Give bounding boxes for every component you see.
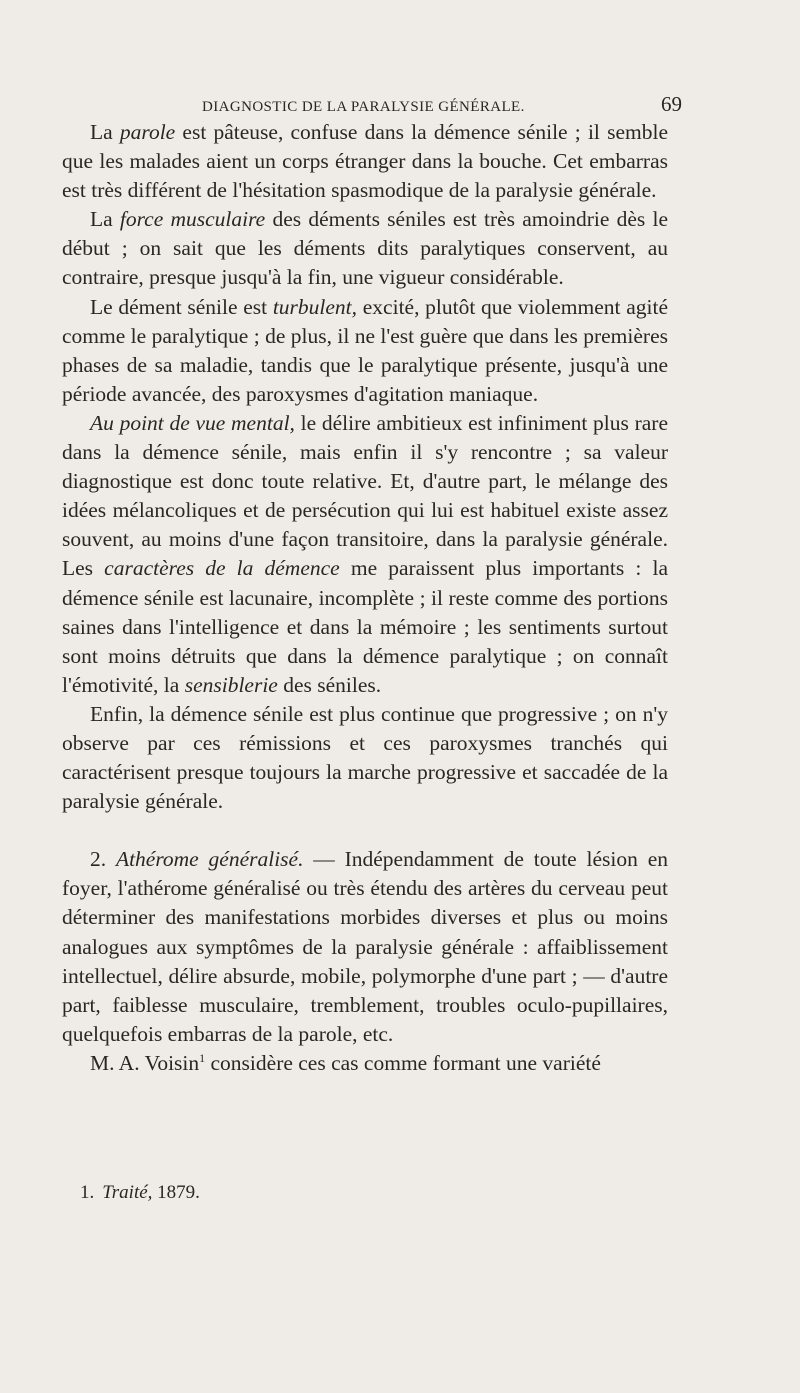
footnote-mark: 1.	[80, 1182, 95, 1203]
footnote-title: Traité,	[102, 1182, 153, 1203]
paragraph-force-musculaire: La force musculaire des déments séniles est très amoindrie dès le début ; on sait que les déments dits paralytiques conservent, au contraire, presque jusqu'à la fin, une vigueur considérable.	[62, 207, 669, 290]
running-head: DIAGNOSTIC DE LA PARALYSIE GÉNÉRALE.	[202, 99, 525, 115]
paragraph-atherome: 2. Athérome généralisé. — Indépendamment de toute lésion en foyer, l'athérome généralisé ou très étendu des artères du cerveau peut déterminer des manifestations morbides diverses et plus ou moins analogues aux symptômes de la paralysie générale : affaiblissement intellectuel, délire absurde, mobile, polymorphe d'une part ; — d'autre part, faiblesse musculaire, tremblement, troubles oculo-pupillaires, quelquefois embarras de la parole, etc.	[62, 847, 668, 1046]
body-text	[62, 118, 668, 1078]
paragraph-enfin: Enfin, la démence sénile est plus continue que progressive ; on n'y observe par ces rémissions et ces paroxysmes tranchés qui caractérisent presque toujours la marche progressive et saccadée de la paralysie générale.	[62, 701, 668, 814]
footnote-ref: 1	[199, 1050, 206, 1065]
paragraph-turbulent: Le dément sénile est turbulent, excité, plutôt que violemment agité comme le paralytique ; de plus, il ne l'est guère que dans les premières phases de sa maladie, tandis que le paralytique présente, jusqu'à une période avancée, des paroxysmes d'agitation maniaque.	[62, 294, 668, 406]
page-number: 69	[661, 92, 682, 116]
footnote	[80, 1182, 200, 1204]
paragraph-parole: La parole est pâteuse, confuse dans la démence sénile ; il semble que les malades aient un corps étranger dans la bouche. Cet embarras est très différent de l'hésitation spasmodique de la paralysie générale.	[62, 120, 668, 203]
footnote-year: 1879.	[152, 1182, 200, 1203]
paragraph-point-de-vue-mental: Au point de vue mental, le délire ambitieux est infiniment plus rare dans la démence sénile, mais enfin il s'y rencontre ; sa valeur diagnostique est donc toute relative. Et, d'autre part, le mélange des idées mélancoliques et de persécution qui lui est habituel existe assez souvent, au moins d'une façon transitoire, dans la paralysie générale. Les caractères de la démence me paraissent plus importants : la démence sénile est lacunaire, incomplète ; il reste comme des portions saines dans l'intelligence et dans la mémoire ; les sentiments surtout sont moins détruits que dans la démence paralytique ; on connaît l'émotivité, la sensiblerie des séniles.	[62, 410, 668, 697]
paragraph-voisin: M. A. Voisin$^1$ considère ces cas comme formant une variété	[90, 1050, 601, 1075]
page-header	[62, 92, 682, 117]
